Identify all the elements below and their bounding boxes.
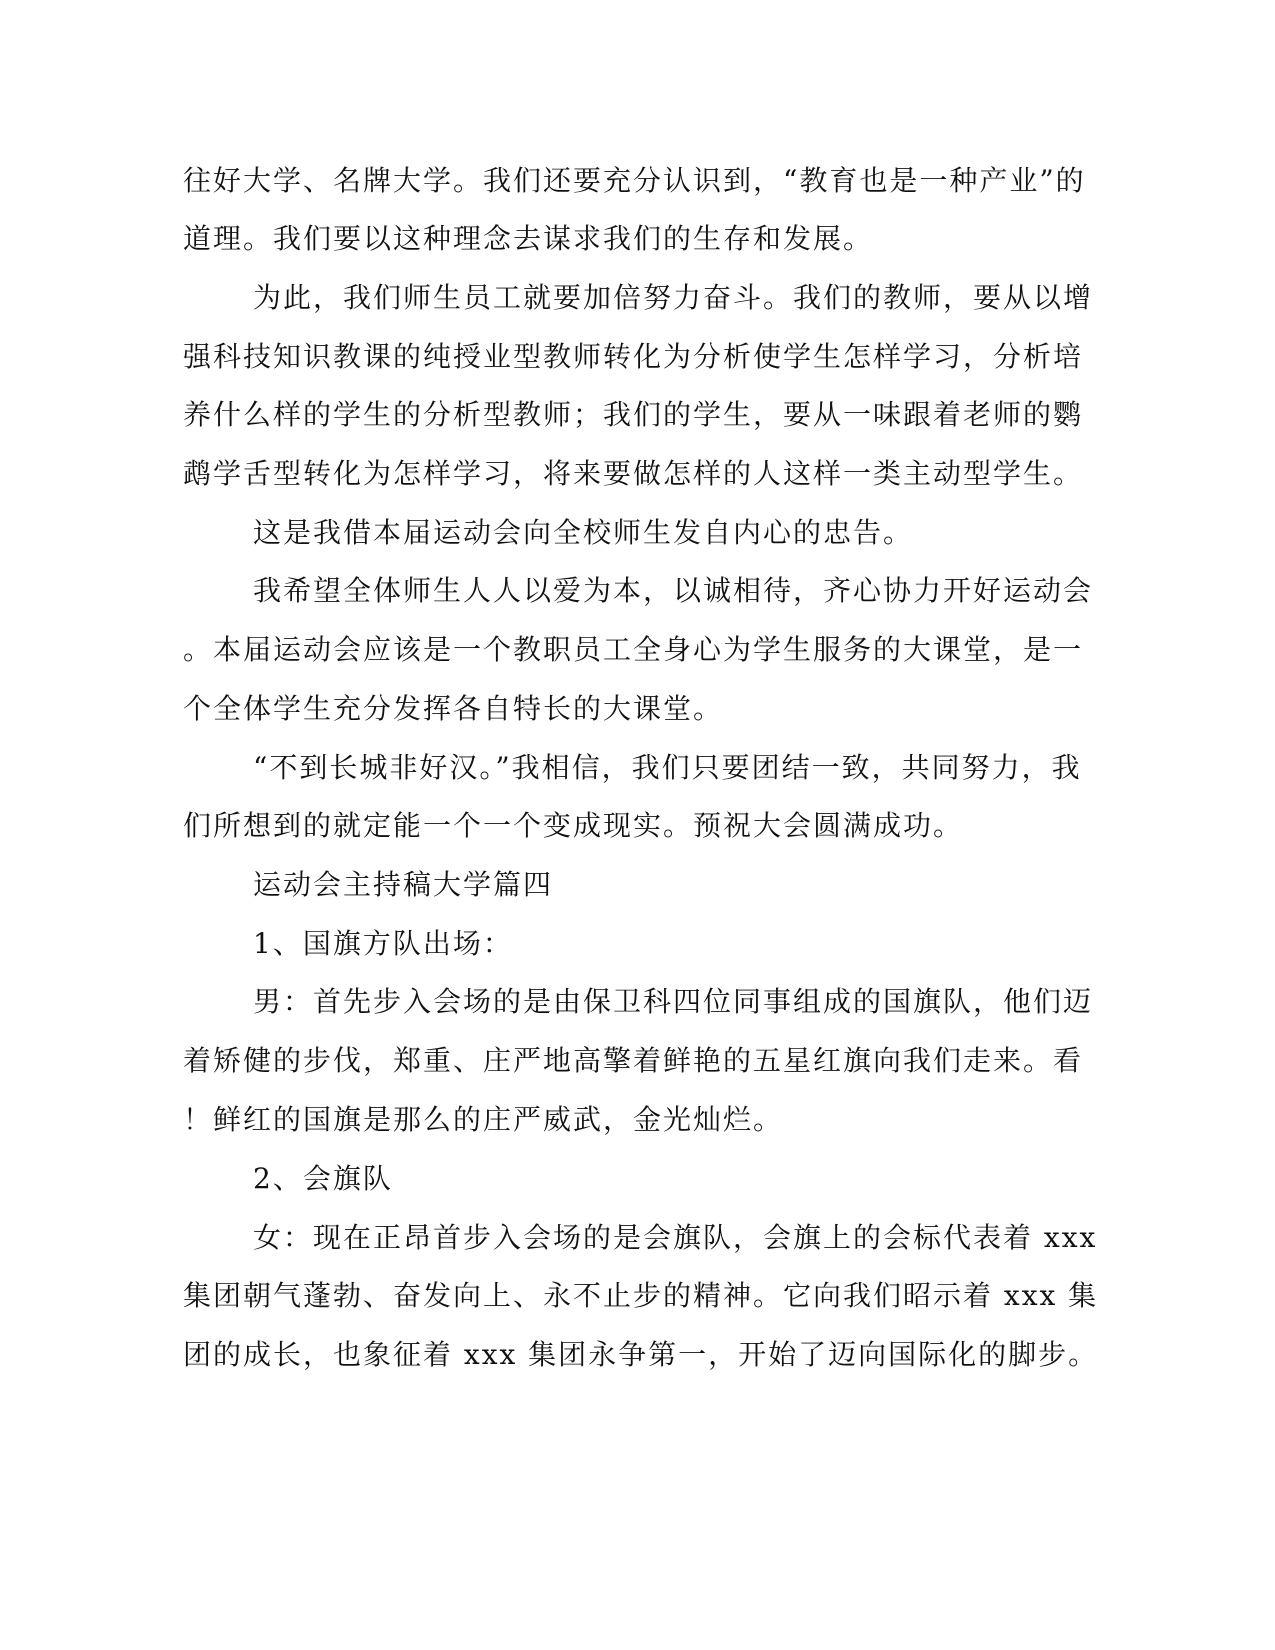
paragraph-start-line: 男：首先步入会场的是由保卫科四位同事组成的国旗队，他们迈 — [253, 985, 1094, 1018]
text-line: 往好大学、名牌大学。我们还要充分认识到，“教育也是一种产业”的 — [183, 164, 1086, 197]
text-line: ！鲜红的国旗是那么的庄严威武，金光灿烂。 — [183, 1103, 784, 1136]
paragraph-start-line: 女：现在正昂首步入会场的是会旗队，会旗上的会标代表着 xxx — [253, 1221, 1098, 1254]
section-heading: 运动会主持稿大学篇四 — [253, 868, 554, 901]
list-item-heading: 1、国旗方队出场： — [253, 927, 513, 960]
text-line: 个全体学生充分发挥各自特长的大课堂。 — [183, 692, 724, 725]
text-line: 团的成长，也象征着 xxx 集团永争第一，开始了迈向国际化的脚步。 — [183, 1338, 1099, 1371]
text-line: 着矫健的步伐，郑重、庄严地高擎着鲜艳的五星红旗向我们走来。看 — [183, 1044, 1084, 1077]
paragraph-start-line: 这是我借本届运动会向全校师生发自内心的忠告。 — [253, 516, 914, 549]
text-line: 们所想到的就定能一个一个变成现实。预祝大会圆满成功。 — [183, 809, 964, 842]
text-line: 强科技知识教课的纯授业型教师转化为分析使学生怎样学习，分析培 — [183, 340, 1084, 373]
text-line: 鹉学舌型转化为怎样学习，将来要做怎样的人这样一类主动型学生。 — [183, 457, 1084, 490]
paragraph-start-line: “不到长城非好汉。”我相信，我们只要团结一致，共同努力，我 — [253, 751, 1082, 784]
text-line: 。本届运动会应该是一个教职员工全身心为学生服务的大课堂，是一 — [183, 633, 1084, 666]
list-item-heading: 2、会旗队 — [253, 1162, 393, 1195]
paragraph-start-line: 我希望全体师生人人以爱为本，以诚相待，齐心协力开好运动会 — [253, 574, 1094, 607]
paragraph-start-line: 为此，我们师生员工就要加倍努力奋斗。我们的教师，要从以增 — [253, 281, 1094, 314]
text-line: 养什么样的学生的分析型教师；我们的学生，要从一味跟着老师的鹦 — [183, 398, 1084, 431]
text-line: 道理。我们要以这种理念去谋求我们的生存和发展。 — [183, 222, 874, 255]
text-line: 集团朝气蓬勃、奋发向上、永不止步的精神。它向我们昭示着 xxx 集 — [183, 1279, 1099, 1312]
